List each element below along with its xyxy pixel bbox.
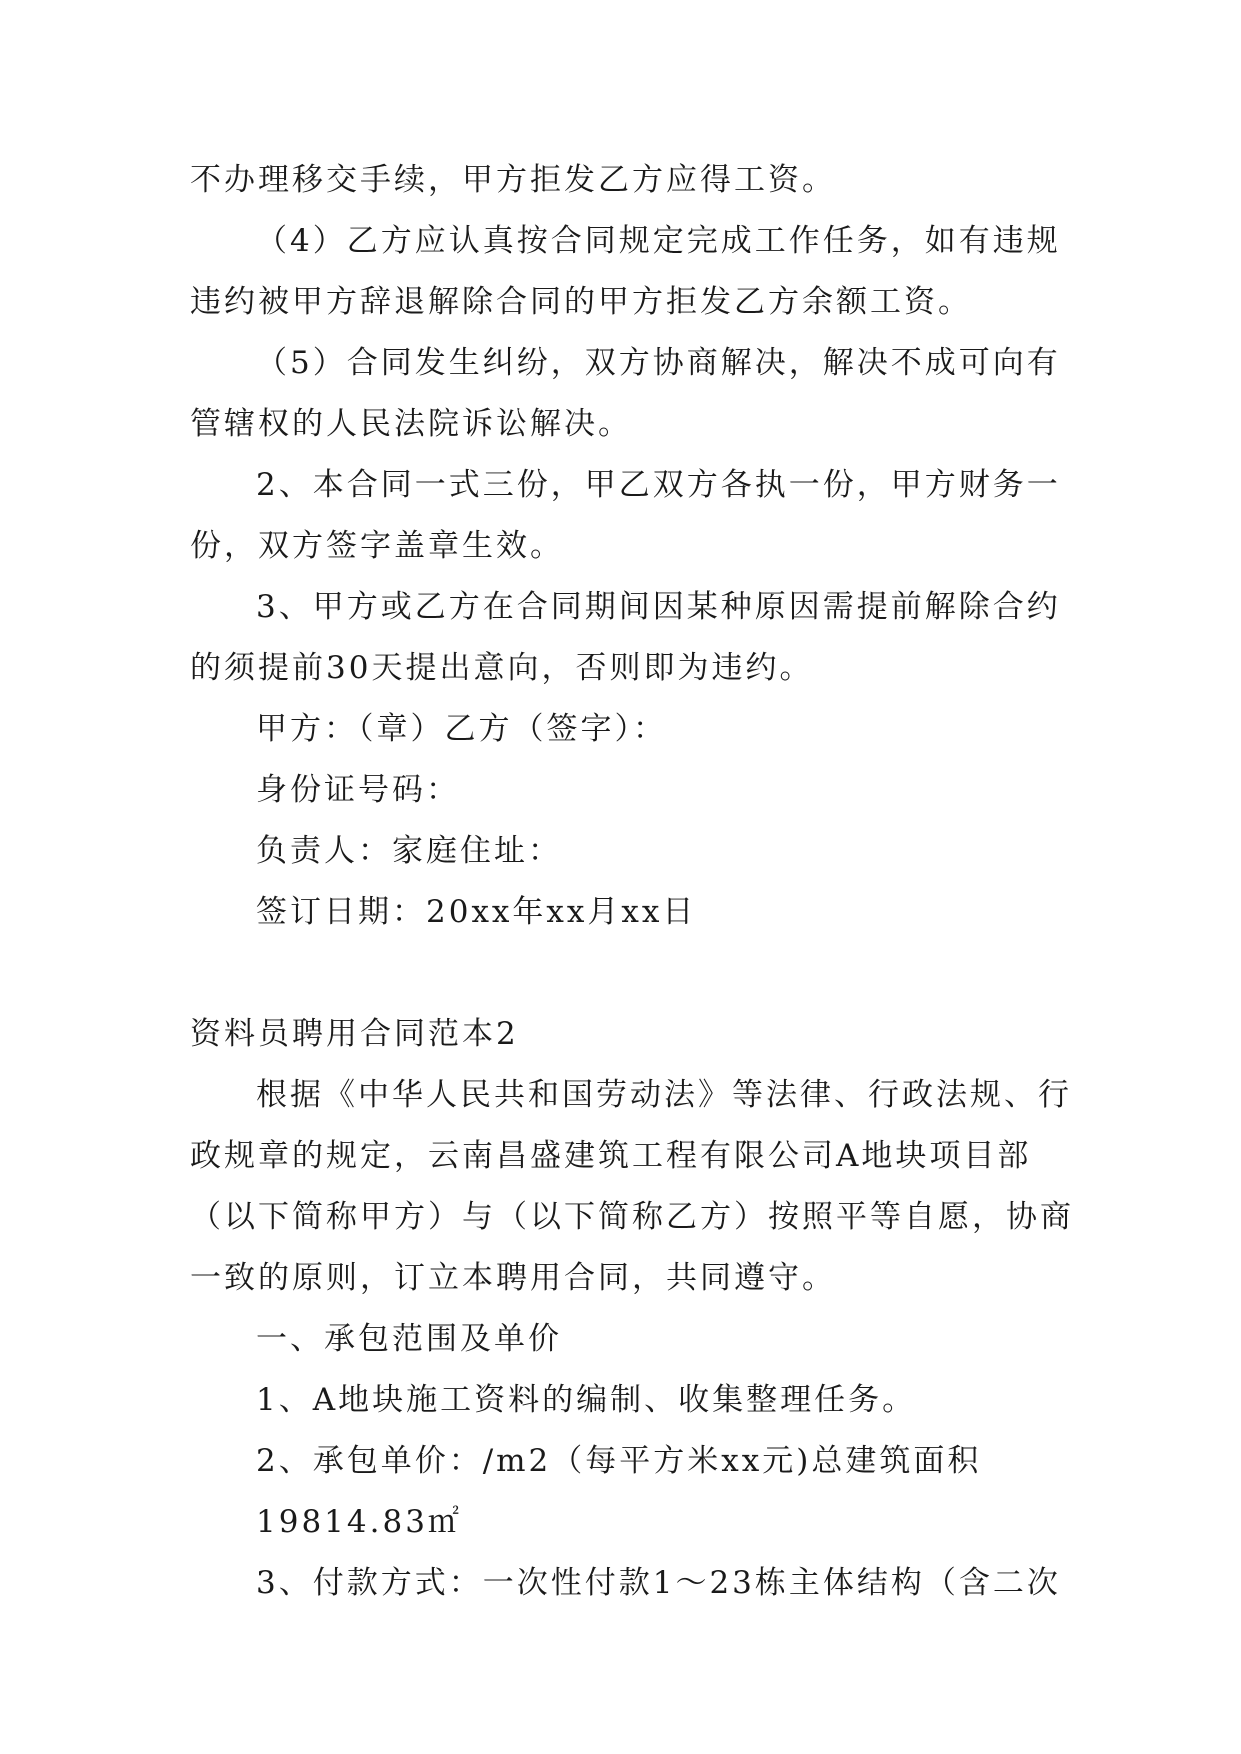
- paragraph-line: 1、A地块施工资料的编制、收集整理任务。: [256, 1382, 917, 1418]
- paragraph-line: 一致的原则，订立本聘用合同，共同遵守。: [190, 1260, 836, 1296]
- paragraph-line: （4）乙方应认真按合同规定完成工作任务，如有违规: [256, 223, 1061, 259]
- paragraph-line: 份，双方签字盖章生效。: [190, 528, 564, 564]
- paragraph-line: 根据《中华人民共和国劳动法》等法律、行政法规、行: [256, 1077, 1072, 1113]
- id-number-line: 身份证号码：: [256, 772, 460, 808]
- paragraph-line: 3、付款方式：一次性付款1～23栋主体结构（含二次: [256, 1565, 1061, 1601]
- paragraph-line: 2、承包单价：/m2（每平方米xx元)总建筑面积: [256, 1443, 982, 1479]
- paragraph-line: 的须提前30天提出意向，否则即为违约。: [190, 650, 814, 686]
- responsible-address-line: 负责人：家庭住址：: [256, 833, 562, 869]
- paragraph-line: 管辖权的人民法院诉讼解决。: [190, 406, 632, 442]
- paragraph-line: 19814.83㎡: [256, 1504, 462, 1540]
- paragraph-line: （以下简称甲方）与（以下简称乙方）按照平等自愿，协商: [190, 1199, 1074, 1235]
- signature-party-line: 甲方：（章）乙方（签字）：: [256, 711, 667, 747]
- section-gap: [190, 943, 1060, 1004]
- document-body: [190, 150, 1074, 1614]
- paragraph-line: 3、甲方或乙方在合同期间因某种原因需提前解除合约: [256, 589, 1061, 625]
- paragraph-line: 违约被甲方辞退解除合同的甲方拒发乙方余额工资。: [190, 284, 972, 320]
- paragraph-line: 2、本合同一式三份，甲乙双方各执一份，甲方财务一: [256, 467, 1061, 503]
- sign-date-line: 签订日期：20xx年xx月xx日: [256, 894, 697, 930]
- paragraph-line: 政规章的规定，云南昌盛建筑工程有限公司A地块项目部: [190, 1138, 1032, 1174]
- section-heading: 一、承包范围及单价: [256, 1321, 562, 1357]
- paragraph-line: 不办理移交手续，甲方拒发乙方应得工资。: [190, 162, 836, 198]
- section-title: 资料员聘用合同范本2: [190, 1016, 519, 1052]
- paragraph-line: （5）合同发生纠纷，双方协商解决，解决不成可向有: [256, 345, 1061, 381]
